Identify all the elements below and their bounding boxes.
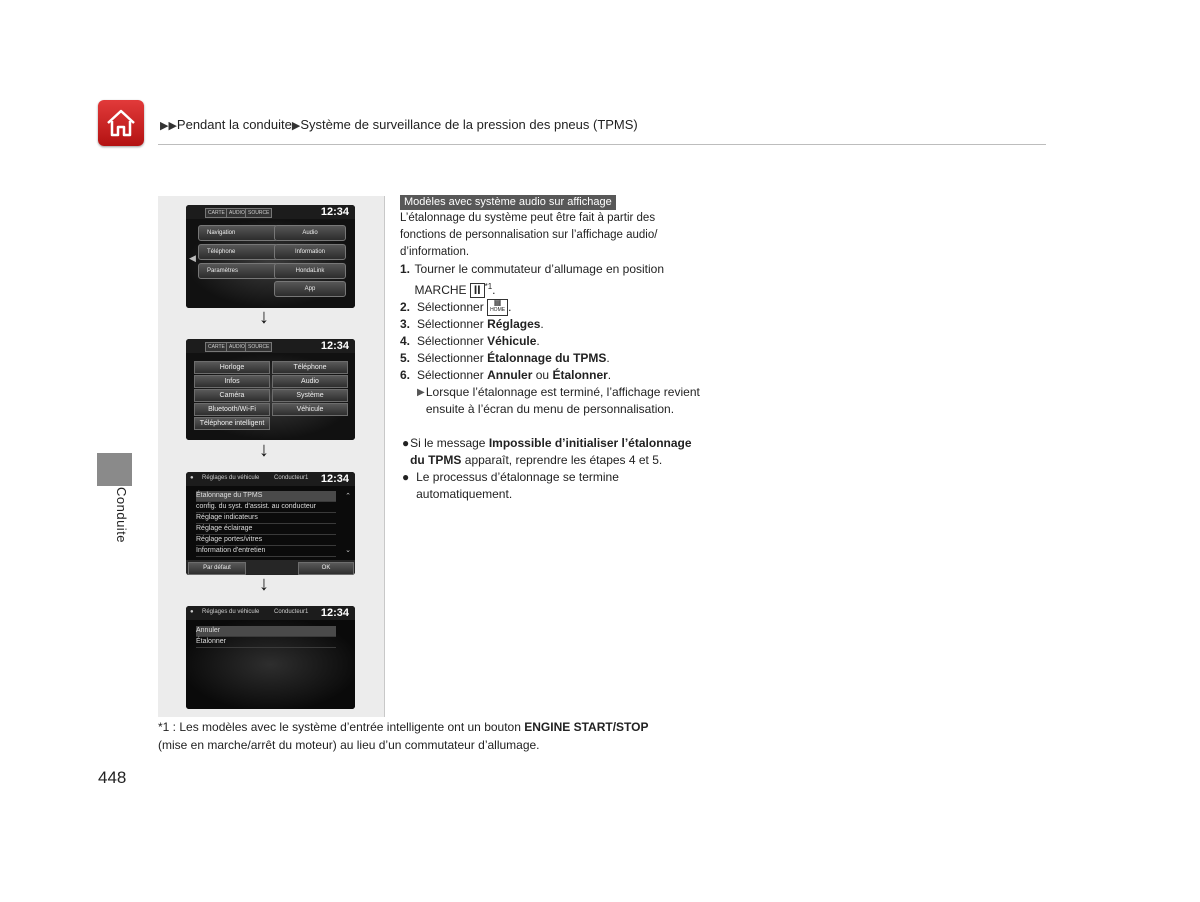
list-item[interactable]: Réglage éclairage [196,524,336,535]
breadcrumb [160,117,638,132]
down-arrow-icon: ↓ [259,573,269,595]
bullet-2: ● Le processus d’étalonnage se termine automatiquement. [402,470,619,502]
user-name: Conducteur1 [274,475,309,481]
chapter-tab[interactable] [97,453,132,486]
tab-source[interactable]: SOURCE [245,208,272,218]
cancel-option[interactable]: Annuler [196,626,336,637]
user-name: Conducteur1 [274,609,309,615]
breadcrumb-arrow-icon: ▶▶ [160,120,177,132]
tab-carte[interactable]: CARTE [205,208,228,218]
default-button[interactable]: Par défaut [188,562,246,575]
breadcrumb-link-conduite[interactable]: Pendant la conduite [176,117,292,132]
tab-carte[interactable]: CARTE [205,342,228,352]
ok-button[interactable]: OK [298,562,354,575]
scroll-down-icon[interactable]: ⌄ [345,547,351,554]
menu-audio[interactable]: Audio [272,375,348,388]
chapter-label: Conduite [114,487,129,544]
menu-systeme[interactable]: Système [272,389,348,402]
menu-information[interactable]: Information [274,244,346,260]
menu-telephone-intelligent[interactable]: Téléphone intelligent [194,417,270,430]
step-4: 4. Sélectionner Véhicule. [400,334,540,349]
menu-horloge[interactable]: Horloge [194,361,270,374]
menu-telephone[interactable]: Téléphone [272,361,348,374]
step-5: 5. Sélectionner Étalonnage du TPMS. [400,351,610,366]
models-label: Modèles avec système audio sur affichage [400,195,616,210]
intro-text: L’étalonnage du système peut être fait à partir des fonctions de personnalisation sur l’affichage audio/ d’information. [400,212,658,258]
menu-hondalink[interactable]: HondaLink [274,263,346,279]
vehicle-settings-screen [186,472,355,575]
list-item[interactable]: config. du syst. d'assist. au conducteur [196,502,336,513]
list-item[interactable]: Information d'entretien [196,546,336,557]
list-item[interactable]: Réglage indicateurs [196,513,336,524]
step-3: 3. Sélectionner Réglages. [400,317,544,332]
step-6: 6. Sélectionner Annuler ou Étalonner. [400,368,612,383]
back-icon[interactable]: ● [190,609,194,615]
settings-screen [186,339,355,440]
breadcrumb-current: Système de surveillance de la pression des pneus (TPMS) [300,117,638,132]
step-1: 1. Tourner le commutateur d’allumage en position MARCHE II $^{*1}$. [400,262,665,297]
menu-bluetooth[interactable]: Bluetooth/Wi-Fi [194,403,270,416]
menu-app[interactable]: App [274,281,346,297]
clock: 12:34 [320,206,349,218]
tab-audio[interactable]: AUDIO [226,342,248,352]
back-icon[interactable]: ● [190,475,194,481]
breadcrumb-separator-icon: ▶ [291,120,301,132]
home-icon [105,108,137,138]
home-button[interactable] [98,100,144,146]
down-arrow-icon: ↓ [259,306,269,328]
left-chevron-icon[interactable]: ◀ [189,253,196,263]
menu-vehicule[interactable]: Véhicule [272,403,348,416]
ignition-key-icon: II [470,283,485,298]
screenshots-panel [158,196,385,717]
tab-audio[interactable]: AUDIO [226,208,248,218]
header-divider [158,144,1046,145]
page-number: 448 [98,768,127,787]
scroll-up-icon[interactable]: ⌃ [345,493,351,500]
triangle-icon: ▶ [417,387,425,399]
clock: 12:34 [320,340,349,352]
step-2: 2. Sélectionner ▦ HOME . [400,299,700,316]
menu-telephone[interactable]: Téléphone [198,244,278,260]
menu-navigation[interactable]: Navigation [198,225,278,241]
list-item[interactable]: Réglage portes/vitres [196,535,336,546]
list-item[interactable]: Étalonnage du TPMS [196,491,336,502]
tab-source[interactable]: SOURCE [245,342,272,352]
menu-camera[interactable]: Caméra [194,389,270,402]
home-screen [186,205,355,308]
screen-title: Réglages du véhicule [202,609,260,615]
home-grid-icon: ▦ HOME [487,299,508,316]
screen-title: Réglages du véhicule [202,475,260,481]
bullet-1: ● Si le message Impossible d’initialiser l’étalonnage du TPMS apparaît, reprendre les étapes 4 et 5. [402,436,692,468]
menu-audio[interactable]: Audio [274,225,346,241]
menu-parametres[interactable]: Paramètres [198,263,278,279]
footnote: *1 : Les modèles avec le système d’entrée intelligente ont un bouton ENGINE START/STOP (mise en marche/arrêt du moteur) au lieu d’un commutateur d’allumage. [158,720,649,752]
step-6-note: ▶ Lorsque l’étalonnage est terminé, l’affichage revient ensuite à l’écran du menu de personnalisation. [417,385,700,417]
instructions [400,193,700,503]
clock: 12:34 [320,473,349,485]
calibrate-option[interactable]: Étalonner [196,637,336,648]
clock: 12:34 [320,607,349,619]
menu-infos[interactable]: Infos [194,375,270,388]
down-arrow-icon: ↓ [259,439,269,461]
calibrate-screen [186,606,355,709]
